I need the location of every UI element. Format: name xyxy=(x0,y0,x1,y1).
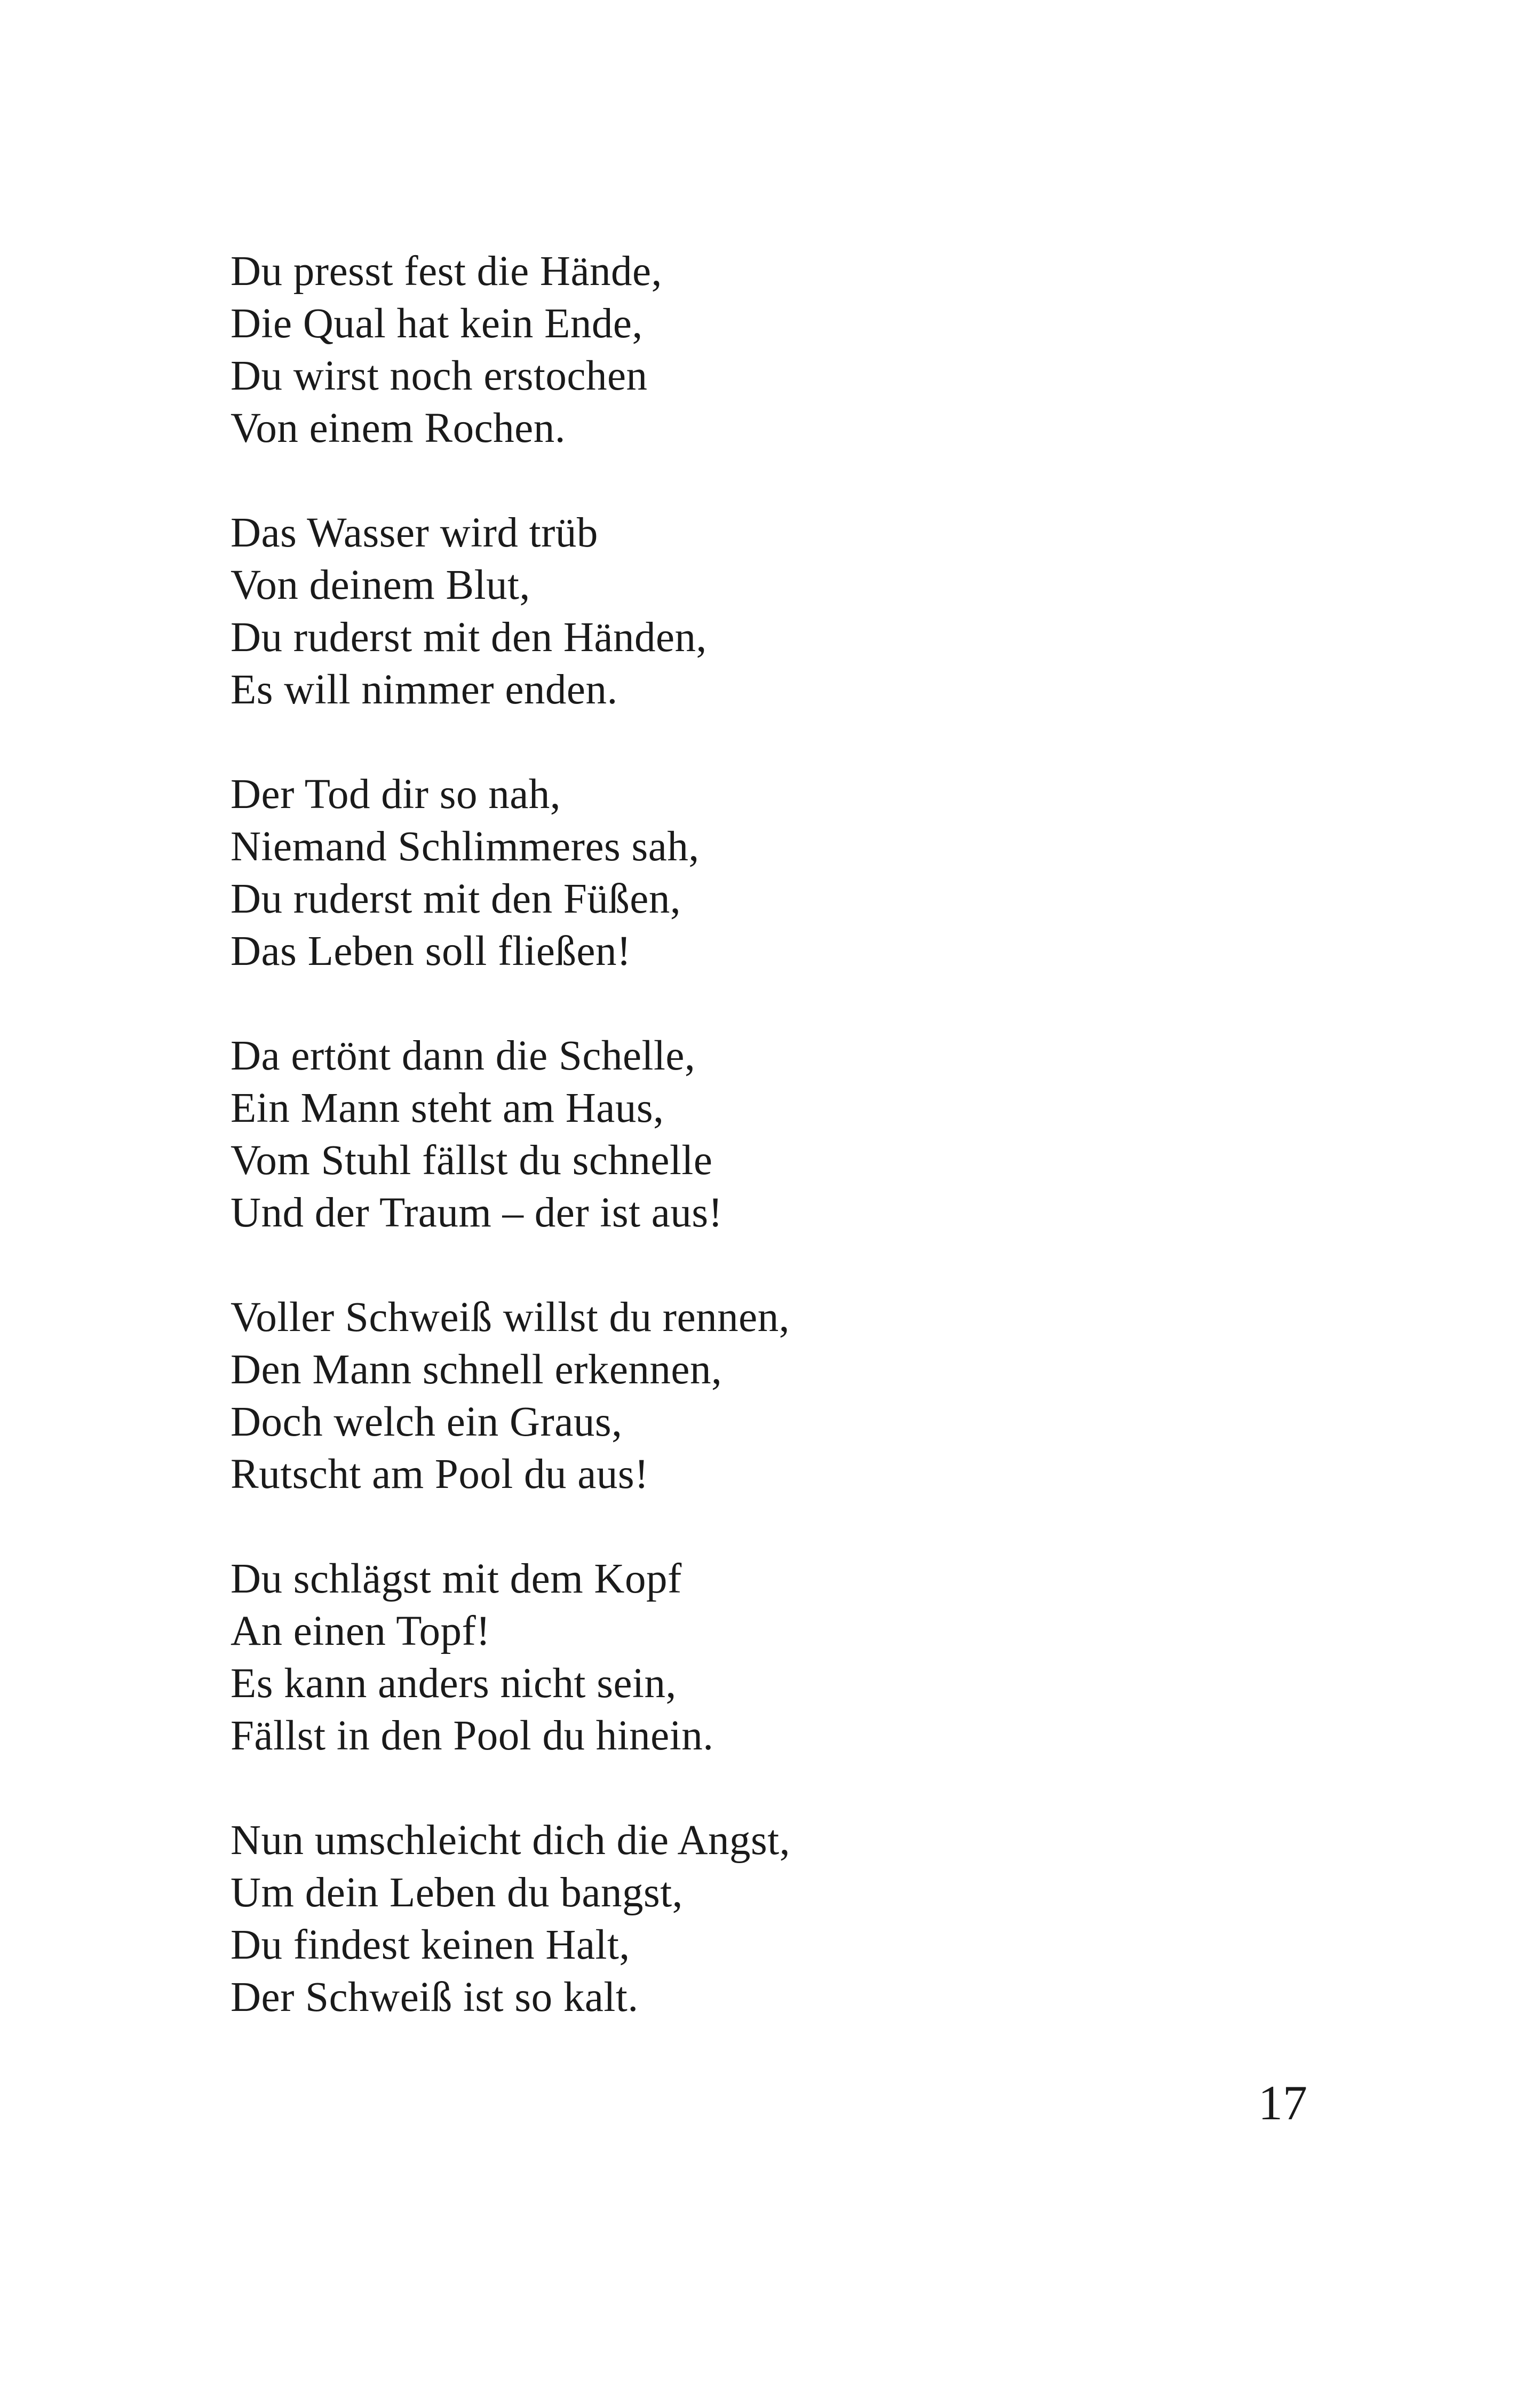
poem-line: Rutscht am Pool du aus! xyxy=(231,1451,649,1498)
poem-line: Das Leben soll fließen! xyxy=(231,928,631,975)
stanza-2 xyxy=(231,507,1298,716)
poem xyxy=(231,245,1298,2076)
poem-line: Da ertönt dann die Schelle, xyxy=(231,1033,696,1079)
poem-line: Voller Schweiß willst du rennen, xyxy=(231,1294,790,1341)
poem-line: Das Wasser wird trüb xyxy=(231,510,598,556)
page-number: 17 xyxy=(1258,2076,1307,2130)
poem-line: Fällst in den Pool du hinein. xyxy=(231,1713,714,1759)
poem-line: An einen Topf! xyxy=(231,1608,491,1654)
poem-line: Ein Mann steht am Haus, xyxy=(231,1085,664,1131)
stanza-6 xyxy=(231,1553,1298,1762)
poem-line: Um dein Leben du bangst, xyxy=(231,1870,683,1916)
poem-line: Die Qual hat kein Ende, xyxy=(231,300,643,347)
stanza-5 xyxy=(231,1292,1298,1501)
stanza-3 xyxy=(231,769,1298,978)
poem-line: Du ruderst mit den Händen, xyxy=(231,614,707,661)
poem-line: Du ruderst mit den Füßen, xyxy=(231,876,681,922)
poem-line: Du wirst noch erstochen xyxy=(231,353,648,399)
poem-line: Du schlägst mit dem Kopf xyxy=(231,1556,682,1602)
poem-line: Du findest keinen Halt, xyxy=(231,1922,630,1968)
poem-line: Der Tod dir so nah, xyxy=(231,771,561,818)
poem-line: Von deinem Blut, xyxy=(231,562,530,608)
poem-line: Vom Stuhl fällst du schnelle xyxy=(231,1137,713,1184)
poem-line: Den Mann schnell erkennen, xyxy=(231,1346,722,1393)
poem-line: Es will nimmer enden. xyxy=(231,667,618,713)
poem-line: Du presst fest die Hände, xyxy=(231,248,662,295)
stanza-1 xyxy=(231,245,1298,455)
poem-line: Es kann anders nicht sein, xyxy=(231,1660,677,1707)
poem-line: Doch welch ein Graus, xyxy=(231,1399,623,1445)
stanza-4 xyxy=(231,1030,1298,1239)
poem-line: Nun umschleicht dich die Angst, xyxy=(231,1817,790,1864)
poem-line: Der Schweiß ist so kalt. xyxy=(231,1974,639,2021)
poem-line: Niemand Schlimmeres sah, xyxy=(231,823,700,870)
poem-line: Von einem Rochen. xyxy=(231,405,566,451)
poem-line: Und der Traum – der ist aus! xyxy=(231,1190,723,1236)
stanza-7 xyxy=(231,1815,1298,2024)
